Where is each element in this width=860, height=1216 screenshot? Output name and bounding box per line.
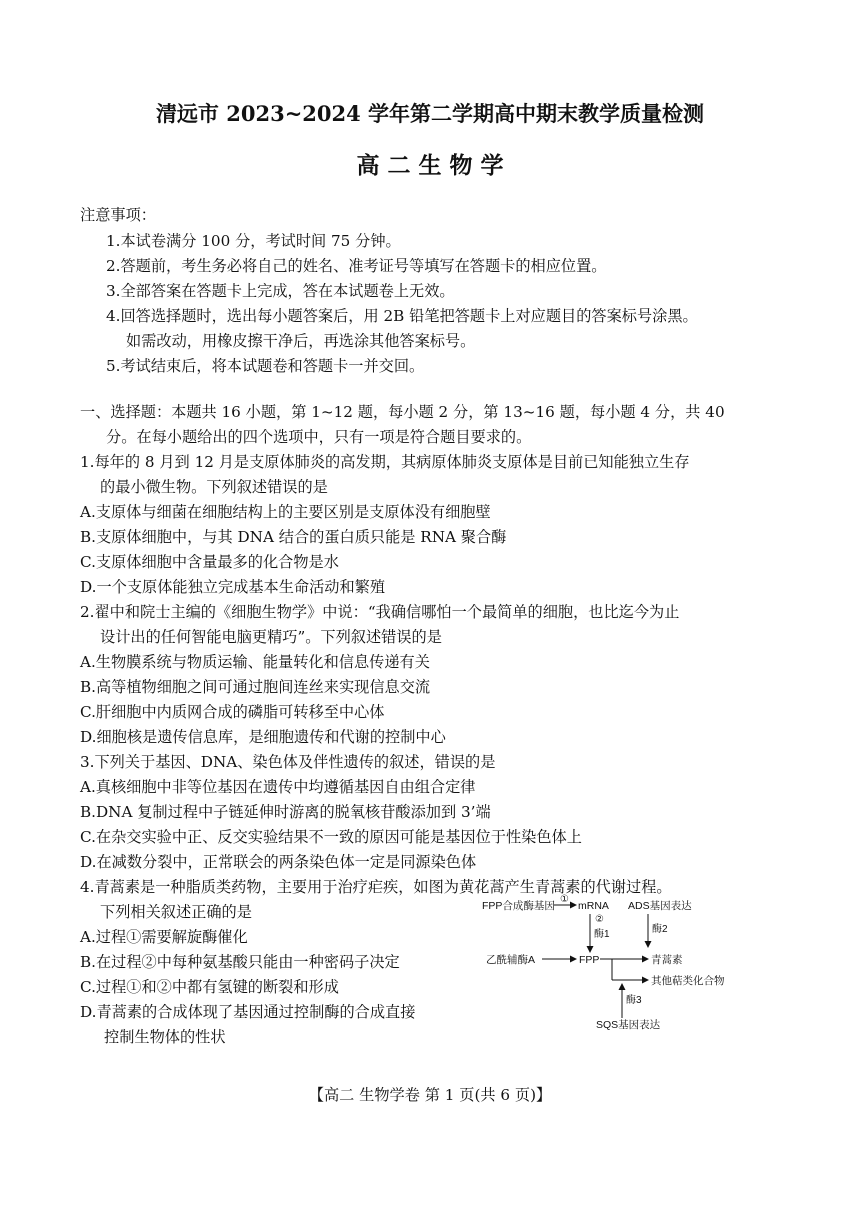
q2-stem: 2.翟中和院士主编的《细胞生物学》中说：“我确信哪怕一个最简单的细胞，也比迄今为止 [80,603,680,621]
fpp-gene-label: FPP合成酶基因 [482,900,555,912]
q1-option-b: B.支原体细胞中，与其 DNA 结合的蛋白质只能是 RNA 聚合酶 [80,528,507,546]
q1-stem: 1.每年的 8 月到 12 月是支原体肺炎的高发期，其病原体肺炎支原体是目前已知能独立生存 [80,453,690,471]
artemisinin-pathway-diagram [478,892,748,1030]
fpp-label: FPP [579,954,600,966]
notice-item: 2.答题前，考生务必将自己的姓名、准考证号等填写在答题卡的相应位置。 [106,257,607,275]
notice-item: 1.本试卷满分 100 分，考试时间 75 分钟。 [106,232,401,250]
notice-heading: 注意事项： [80,206,156,224]
section-heading-cont: 分。在每小题给出的四个选项中，只有一项是符合题目要求的。 [106,428,532,446]
exam-title: 清远市 2023~2024 学年第二学期高中期末教学质量检测 [155,101,705,126]
notice-item: 5.考试结束后，将本试题卷和答题卡一并交回。 [106,357,425,375]
section-heading: 一、选择题：本题共 16 小题，第 1~12 题，每小题 2 分，第 13~16 题，每小题 4 分，共 40 [80,403,725,421]
page-footer: 【高二 生物学卷 第 1 页(共 6 页)】 [308,1086,552,1104]
q3-option-c: C.在杂交实验中正、反交实验结果不一致的原因可能是基因位于性染色体上 [80,828,582,846]
exam-subject: 高 二 生 物 学 [356,152,504,179]
q2-stem-cont: 设计出的任何智能电脑更精巧”。下列叙述错误的是 [100,628,442,646]
q4-option-d-cont: 控制生物体的性状 [104,1028,226,1046]
enzyme-2-label: 酶2 [652,924,668,935]
step-1-label: ① [560,894,569,905]
q1-option-d: D.一个支原体能独立完成基本生命活动和繁殖 [80,578,386,596]
sqs-label: SQS基因表达 [596,1019,661,1030]
enzyme-1-label: 酶1 [594,929,610,940]
artemisinin-label: 青蒿素 [651,954,683,966]
ads-label: ADS基因表达 [628,900,692,912]
q3-option-d: D.在减数分裂中，正常联会的两条染色体一定是同源染色体 [80,853,477,871]
mrna-label: mRNA [578,900,609,912]
q4-option-c: C.过程①和②中都有氢键的断裂和形成 [80,978,339,996]
notice-item: 如需改动，用橡皮擦干净后，再选涂其他答案标号。 [126,332,476,350]
q2-option-c: C.肝细胞中内质网合成的磷脂可转移至中心体 [80,703,385,721]
q4-option-b: B.在过程②中每种氨基酸只能由一种密码子决定 [80,953,400,971]
q4-option-d: D.青蒿素的合成体现了基因通过控制酶的合成直接 [80,1003,416,1021]
notice-item: 4.回答选择题时，选出每小题答案后，用 2B 铅笔把答题卡上对应题目的答案标号涂黑。 [106,307,698,325]
q2-option-d: D.细胞核是遗传信息库，是细胞遗传和代谢的控制中心 [80,728,446,746]
q2-option-a: A.生物膜系统与物质运输、能量转化和信息传递有关 [80,653,430,671]
q4-option-a: A.过程①需要解旋酶催化 [80,928,248,946]
other-terpenoid-label: 其他萜类化合物 [651,975,725,987]
q3-option-b: B.DNA 复制过程中子链延伸时游离的脱氧核苷酸添加到 3’端 [80,803,491,821]
acetyl-coa-label: 乙酰辅酶A [486,954,536,966]
q1-option-a: A.支原体与细菌在细胞结构上的主要区别是支原体没有细胞壁 [80,503,491,521]
q3-stem: 3.下列关于基因、DNA、染色体及伴性遗传的叙述，错误的是 [80,753,496,771]
q4-stem-cont: 下列相关叙述正确的是 [100,903,252,921]
step-2-label: ② [595,914,604,925]
notice-item: 3.全部答案在答题卡上完成，答在本试题卷上无效。 [106,282,455,300]
q2-option-b: B.高等植物细胞之间可通过胞间连丝来实现信息交流 [80,678,431,696]
q4-stem: 4.青蒿素是一种脂质类药物，主要用于治疗疟疾，如图为黄花蒿产生青蒿素的代谢过程。 [80,878,672,896]
q1-stem-cont: 的最小微生物。下列叙述错误的是 [100,478,328,496]
q3-option-a: A.真核细胞中非等位基因在遗传中均遵循基因自由组合定律 [80,778,476,796]
q1-option-c: C.支原体细胞中含量最多的化合物是水 [80,553,339,571]
enzyme-3-label: 酶3 [626,995,642,1006]
